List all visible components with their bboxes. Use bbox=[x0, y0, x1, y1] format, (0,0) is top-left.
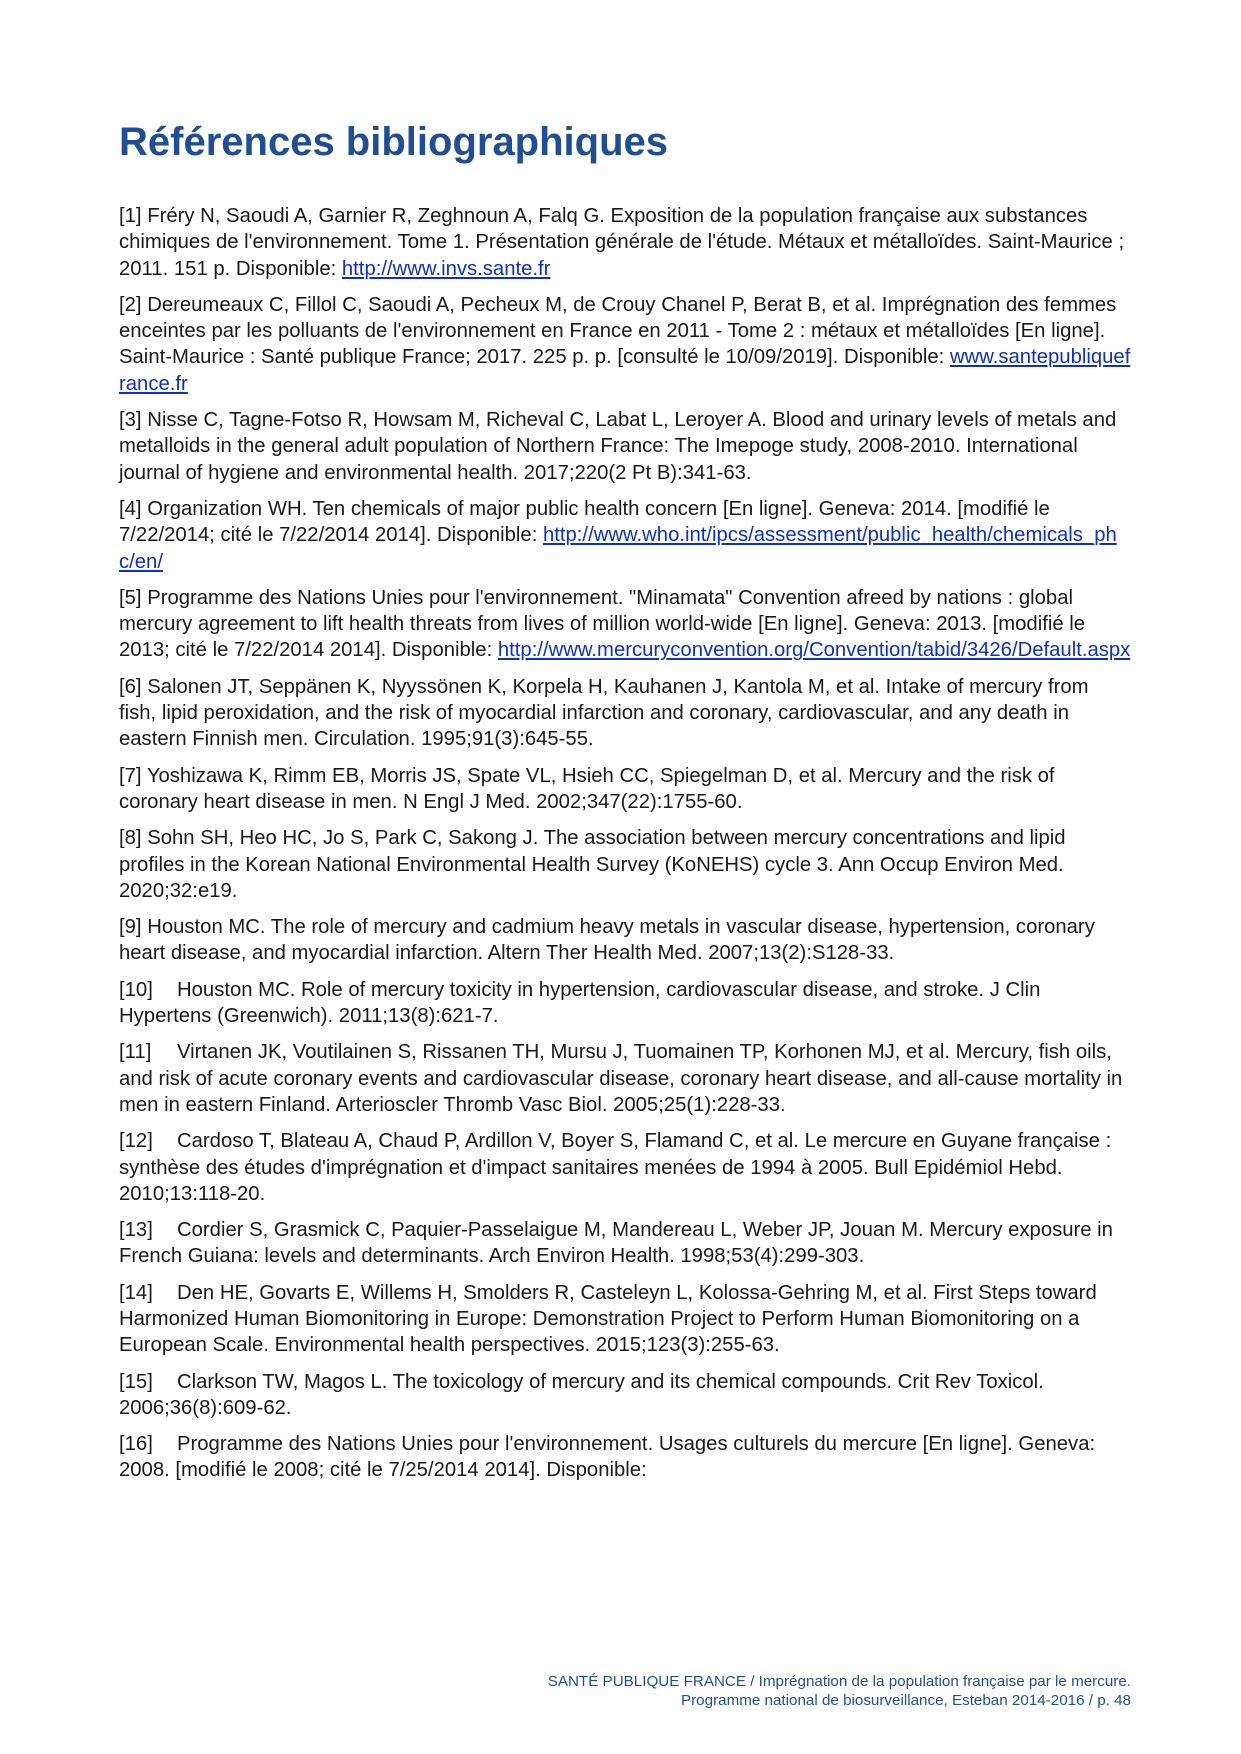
reference-item bbox=[119, 292, 1131, 397]
reference-text: Den HE, Govarts E, Willems H, Smolders R, Casteleyn L, Kolossa-Gehring M, et al. First Steps toward Harmonized Human Biomonitoring in Europe: Demonstration Project to Perform Human Biomonitoring on a European Scale. Environmental health perspectives. 2015;123(3):255-63. bbox=[119, 1281, 1097, 1357]
reference-text: Nisse C, Tagne-Fotso R, Howsam M, Richeval C, Labat L, Leroyer A. Blood and urinary levels of metals and metalloids in the general adult population of Northern France: The Imepoge study, 2008-2010. International journal of hygiene and environmental health. 2017;220(2 Pt B):341-63. bbox=[119, 409, 1117, 484]
reference-text: Salonen JT, Seppänen K, Nyyssönen K, Korpela H, Kauhanen J, Kantola M, et al. Intake of mercury from fish, lipid peroxidation, and the risk of myocardial infarction and coronary, cardiovascular, and any death in eastern Finnish men. Circulation. 1995;91(3):645-55. bbox=[119, 675, 1089, 751]
reference-item bbox=[119, 496, 1131, 575]
reference-text: Cordier S, Grasmick C, Paquier-Passelaigue M, Mandereau L, Weber JP, Jouan M. Mercury exposure in French Guiana: levels and determinants. Arch Environ Health. 1998;53(4):299-303. bbox=[119, 1219, 1113, 1268]
reference-text: Virtanen JK, Voutilainen S, Rissanen TH, Mursu J, Tuomainen TP, Korhonen MJ, et al. Mercury, fish oils, and risk of acute coronary events and cardiovascular disease, coronary heart disease, and all-cause mortality in men in eastern Finland. Arterioscler Thromb Vasc Biol. 2005;25(1):228-33. bbox=[119, 1041, 1123, 1116]
reference-item bbox=[119, 763, 1131, 816]
reference-item bbox=[119, 1280, 1131, 1359]
reference-item bbox=[119, 914, 1131, 967]
reference-number: [1] bbox=[119, 205, 148, 227]
reference-text: Programme des Nations Unies pour l'environnement. Usages culturels du mercure [En ligne]. Geneva: 2008. [modifié le 2008; cité le 7/25/2014 2014]. Disponible: bbox=[119, 1433, 1096, 1482]
reference-number: [9] bbox=[119, 916, 148, 939]
reference-link[interactable]: http://www.invs.sante.fr bbox=[341, 257, 551, 280]
reference-number: [12] bbox=[119, 1130, 153, 1153]
reference-item bbox=[119, 585, 1131, 664]
reference-item bbox=[119, 1128, 1131, 1207]
reference-text: Dereumeaux C, Fillol C, Saoudi A, Pecheux M, de Crouy Chanel P, Berat B, et al. Imprégnation des femmes enceintes par les polluants de l'environnement en France en 2011 - Tome 2 : métaux et métalloïdes [En ligne]. Saint-Maurice : Santé publique France; 2017. 225 p. p. [consulté le 10/09/2019]. Disponible: bbox=[119, 293, 1117, 369]
reference-text: Houston MC. Role of mercury toxicity in hypertension, cardiovascular disease, and stroke. J Clin Hypertens (Greenwich). 2011;13(8):621-7. bbox=[119, 978, 1041, 1028]
reference-link[interactable]: www.santepubliquefrance.fr bbox=[119, 346, 1131, 395]
reference-item bbox=[119, 674, 1131, 753]
reference-number: [6] bbox=[119, 675, 148, 698]
reference-number: [5] bbox=[119, 586, 148, 609]
reference-text: Houston MC. The role of mercury and cadmium heavy metals in vascular disease, hypertension, coronary heart disease, and myocardial infarction. Altern Ther Health Med. 2007;13(2):S128-33. bbox=[119, 916, 1095, 965]
reference-number: [11] bbox=[119, 1041, 152, 1064]
reference-number: [15] bbox=[119, 1370, 153, 1393]
reference-text: Sohn SH, Heo HC, Jo S, Park C, Sakong J. The association between mercury concentrations and lipid profiles in the Korean National Environmental Health Survey (KoNEHS) cycle 3. Ann Occup Environ Med. 2020;32:e19. bbox=[119, 827, 1066, 902]
reference-link[interactable]: http://www.who.int/ipcs/assessment/public_health/chemicals_phc/en/ bbox=[119, 524, 1117, 573]
reference-number: [16] bbox=[119, 1433, 153, 1456]
footer-line-2: Programme national de biosurveillance, Esteban 2014-2016 / p. 48 bbox=[680, 1692, 1131, 1709]
page-footer bbox=[548, 1672, 1131, 1710]
reference-item bbox=[119, 1217, 1131, 1270]
footer-line-1: SANTÉ PUBLIQUE FRANCE / Imprégnation de la population française par le mercure. bbox=[547, 1673, 1131, 1690]
reference-number: [3] bbox=[119, 409, 148, 432]
reference-item bbox=[119, 1369, 1131, 1422]
reference-item bbox=[119, 977, 1131, 1030]
document-page bbox=[119, 0, 1131, 1754]
reference-text: Clarkson TW, Magos L. The toxicology of mercury and its chemical compounds. Crit Rev Toxicol. 2006;36(8):609-62. bbox=[119, 1370, 1044, 1419]
reference-item bbox=[119, 203, 1131, 282]
reference-number: [10] bbox=[119, 978, 153, 1001]
reference-list bbox=[119, 203, 1131, 1494]
reference-item bbox=[119, 407, 1131, 486]
reference-text: Cardoso T, Blateau A, Chaud P, Ardillon V, Boyer S, Flamand C, et al. Le mercure en Guyane française : synthèse des études d'imprégnation et d'impact sanitaires menées de 1994 à 2005. Bull Epidémiol Hebd. 2010;13:118-20. bbox=[119, 1130, 1112, 1205]
reference-item bbox=[119, 825, 1131, 904]
reference-number: [4] bbox=[119, 497, 148, 520]
reference-text: Fréry N, Saoudi A, Garnier R, Zeghnoun A, Falq G. Exposition de la population française aux substances chimiques de l'environnement. Tome 1. Présentation générale de l'étude. Métaux et métalloïdes. Saint-Maurice ; 2011. 151 p. Disponible: bbox=[119, 205, 1125, 280]
reference-number: [2] bbox=[119, 293, 148, 316]
reference-number: [7] bbox=[119, 764, 147, 787]
reference-link[interactable]: http://www.mercuryconvention.org/Convention/tabid/3426/Default.aspx bbox=[497, 639, 1131, 662]
reference-text: Organization WH. Ten chemicals of major public health concern [En ligne]. Geneva: 2014. [modifié le 7/22/2014; cité le 7/22/2014 2014]. Disponible: bbox=[119, 497, 1050, 547]
reference-item bbox=[119, 1431, 1131, 1484]
reference-text: Yoshizawa K, Rimm EB, Morris JS, Spate VL, Hsieh CC, Spiegelman D, et al. Mercury and the risk of coronary heart disease in men. N Engl J Med. 2002;347(22):1755-60. bbox=[119, 764, 1055, 813]
reference-text: Programme des Nations Unies pour l'environnement. "Minamata" Convention afreed by nations : global mercury agreement to lift health threats from lives of million world-wide [En ligne]. Geneva: 2013. [modifié le 2013; cité le 7/22/2014 2014]. Disponible: bbox=[119, 586, 1086, 662]
page-title: Références bibliographiques bbox=[119, 120, 669, 164]
reference-item bbox=[119, 1039, 1131, 1118]
reference-number: [14] bbox=[119, 1281, 153, 1304]
reference-number: [8] bbox=[119, 827, 148, 850]
reference-number: [13] bbox=[119, 1219, 153, 1242]
